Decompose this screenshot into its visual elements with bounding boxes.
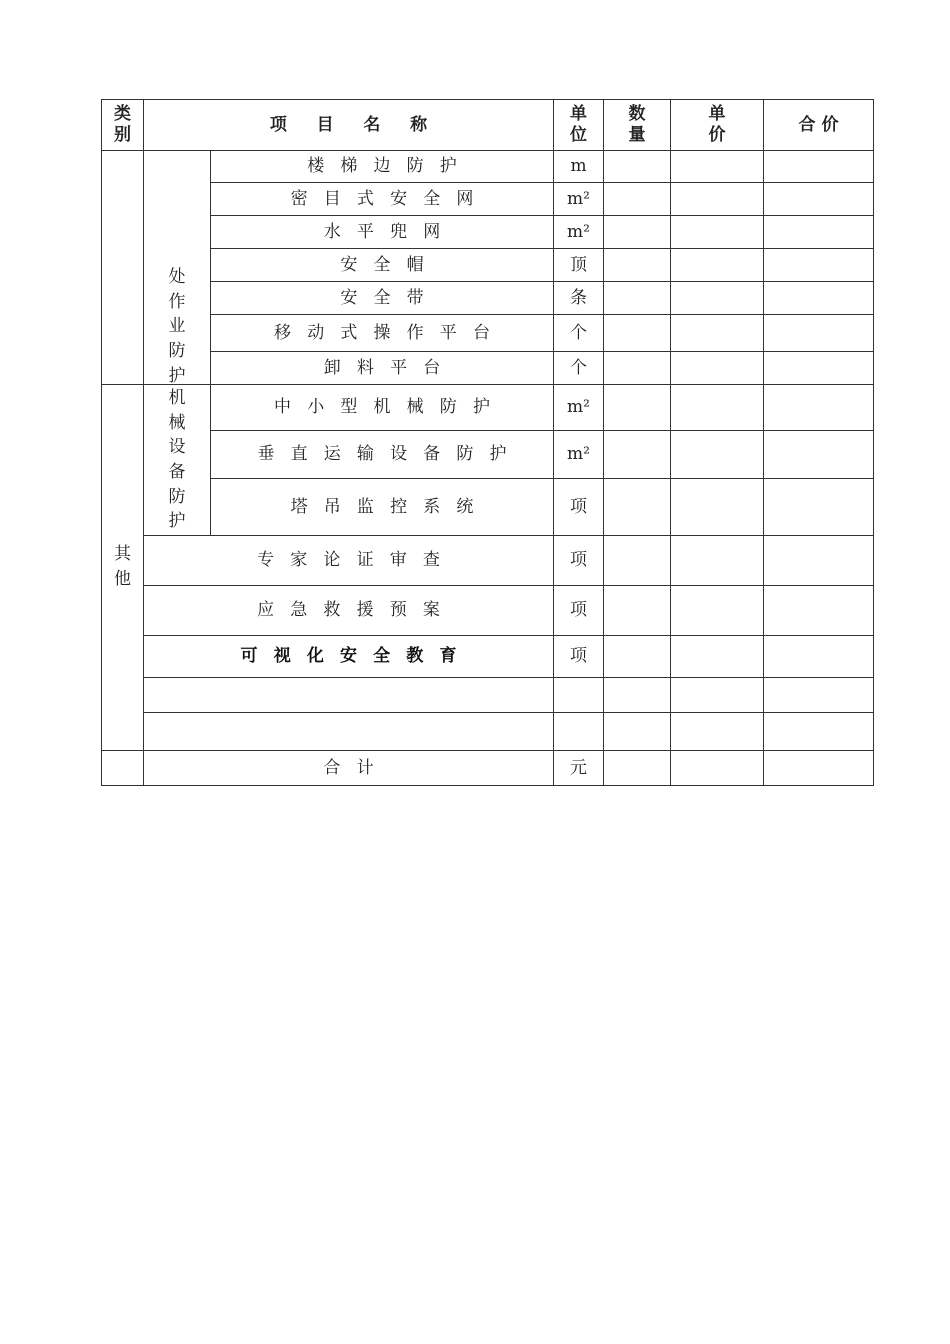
item-unit: m² xyxy=(554,431,604,479)
table-row xyxy=(102,636,874,678)
unit-price-cell[interactable] xyxy=(671,431,764,479)
item-unit: 项 xyxy=(554,586,604,636)
unit-price-cell[interactable] xyxy=(671,586,764,636)
group2-category-cell: 其他 xyxy=(102,385,144,751)
item-name: 专家论证审查 xyxy=(144,536,554,586)
item-unit: 个 xyxy=(554,352,604,385)
total-unit-price-cell[interactable] xyxy=(671,751,764,786)
header-total-price: 合 价 xyxy=(764,100,874,151)
total-price-cell[interactable] xyxy=(764,536,874,586)
item-name: 安全帽 xyxy=(211,249,554,282)
item-unit: m² xyxy=(554,385,604,431)
quantity-cell[interactable] xyxy=(604,282,671,315)
unit-price-cell[interactable] xyxy=(671,352,764,385)
unit-price-cell[interactable] xyxy=(671,678,764,713)
table-row xyxy=(102,352,874,385)
item-unit: m xyxy=(554,151,604,183)
table-row xyxy=(102,678,874,713)
item-unit: m² xyxy=(554,216,604,249)
item-name: 垂直运输设备防护 xyxy=(211,431,554,479)
table-row xyxy=(102,151,874,183)
total-price-cell[interactable] xyxy=(764,713,874,751)
header-row xyxy=(102,100,874,151)
item-name: 移动式操作平台 xyxy=(211,315,554,352)
quantity-cell[interactable] xyxy=(604,678,671,713)
item-name[interactable] xyxy=(144,678,554,713)
unit-price-cell[interactable] xyxy=(671,536,764,586)
total-price-cell[interactable] xyxy=(764,282,874,315)
item-name: 安全带 xyxy=(211,282,554,315)
total-price-cell[interactable] xyxy=(764,636,874,678)
quantity-cell[interactable] xyxy=(604,536,671,586)
quantity-cell[interactable] xyxy=(604,431,671,479)
quantity-cell[interactable] xyxy=(604,713,671,751)
table-row xyxy=(102,586,874,636)
total-price-cell[interactable] xyxy=(764,479,874,536)
unit-price-cell[interactable] xyxy=(671,249,764,282)
quantity-cell[interactable] xyxy=(604,249,671,282)
header-category: 类别 xyxy=(102,100,144,151)
item-name: 可视化安全教育 xyxy=(144,636,554,678)
unit-price-cell[interactable] xyxy=(671,713,764,751)
item-unit[interactable] xyxy=(554,713,604,751)
table-row xyxy=(102,385,874,431)
total-label: 合计 xyxy=(144,751,554,786)
header-quantity: 数量 xyxy=(604,100,671,151)
quantity-cell[interactable] xyxy=(604,315,671,352)
table-row xyxy=(102,315,874,352)
item-name: 密目式安全网 xyxy=(211,183,554,216)
table-row xyxy=(102,431,874,479)
unit-price-cell[interactable] xyxy=(671,385,764,431)
total-price-cell[interactable] xyxy=(764,249,874,282)
total-price-cell[interactable] xyxy=(764,151,874,183)
table-row xyxy=(102,183,874,216)
group1-category-cell xyxy=(102,151,144,385)
item-name: 楼梯边防护 xyxy=(211,151,554,183)
unit-price-cell[interactable] xyxy=(671,315,764,352)
table-row xyxy=(102,713,874,751)
quantity-cell[interactable] xyxy=(604,479,671,536)
unit-price-cell[interactable] xyxy=(671,183,764,216)
item-unit: 项 xyxy=(554,636,604,678)
unit-price-cell[interactable] xyxy=(671,479,764,536)
item-name: 塔吊监控系统 xyxy=(211,479,554,536)
total-price-cell[interactable] xyxy=(764,431,874,479)
item-unit: 项 xyxy=(554,536,604,586)
header-unit-price: 单价 xyxy=(671,100,764,151)
quantity-cell[interactable] xyxy=(604,216,671,249)
table-row xyxy=(102,536,874,586)
unit-price-cell[interactable] xyxy=(671,282,764,315)
item-name: 水平兜网 xyxy=(211,216,554,249)
cost-table xyxy=(101,99,874,786)
header-unit: 单位 xyxy=(554,100,604,151)
total-price-cell[interactable] xyxy=(764,586,874,636)
header-item-name: 项 目 名 称 xyxy=(144,100,554,151)
total-price-cell[interactable] xyxy=(764,751,874,786)
item-name: 中小型机械防护 xyxy=(211,385,554,431)
total-price-cell[interactable] xyxy=(764,183,874,216)
table-row xyxy=(102,479,874,536)
total-quantity-cell[interactable] xyxy=(604,751,671,786)
item-unit[interactable] xyxy=(554,678,604,713)
total-price-cell[interactable] xyxy=(764,352,874,385)
item-unit: 项 xyxy=(554,479,604,536)
item-unit: 条 xyxy=(554,282,604,315)
table-row xyxy=(102,282,874,315)
total-price-cell[interactable] xyxy=(764,216,874,249)
total-price-cell[interactable] xyxy=(764,678,874,713)
total-price-cell[interactable] xyxy=(764,315,874,352)
unit-price-cell[interactable] xyxy=(671,216,764,249)
item-name: 应急救援预案 xyxy=(144,586,554,636)
total-row xyxy=(102,751,874,786)
quantity-cell[interactable] xyxy=(604,636,671,678)
quantity-cell[interactable] xyxy=(604,183,671,216)
item-name[interactable] xyxy=(144,713,554,751)
item-unit: 顶 xyxy=(554,249,604,282)
unit-price-cell[interactable] xyxy=(671,151,764,183)
quantity-cell[interactable] xyxy=(604,352,671,385)
group1-sub-label-cell: 处作业防护 xyxy=(144,151,211,385)
item-unit: 个 xyxy=(554,315,604,352)
total-price-cell[interactable] xyxy=(764,385,874,431)
item-unit: m² xyxy=(554,183,604,216)
group2-sub-label-cell: 机械设备防护 xyxy=(144,385,211,536)
total-unit: 元 xyxy=(554,751,604,786)
table-row xyxy=(102,249,874,282)
quantity-cell[interactable] xyxy=(604,151,671,183)
item-name: 卸料平台 xyxy=(211,352,554,385)
quantity-cell[interactable] xyxy=(604,586,671,636)
total-category-cell xyxy=(102,751,144,786)
table-row xyxy=(102,216,874,249)
unit-price-cell[interactable] xyxy=(671,636,764,678)
quantity-cell[interactable] xyxy=(604,385,671,431)
